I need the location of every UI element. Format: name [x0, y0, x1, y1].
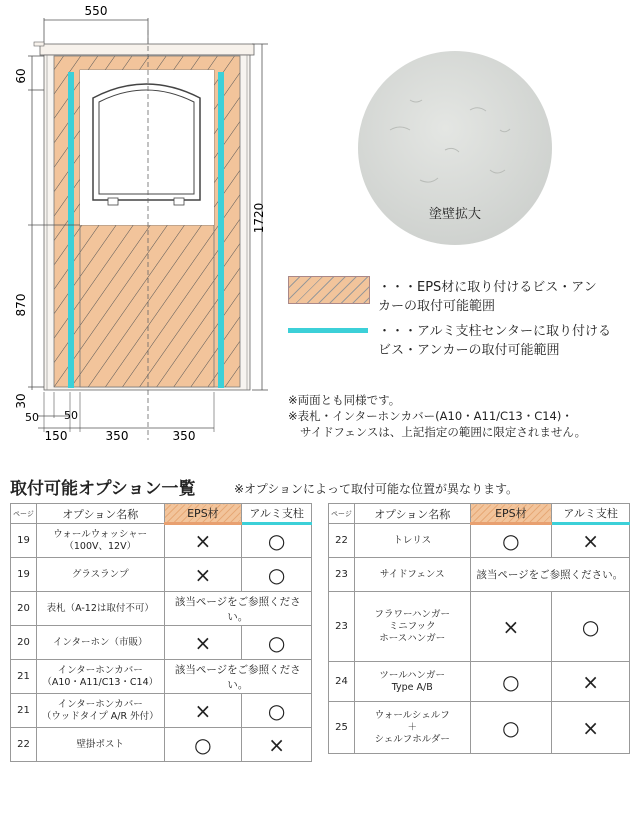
dim-side-b: 50: [64, 409, 78, 422]
table-row: 22 トレリス ○ ×: [329, 524, 630, 558]
dim-col-2: 350: [105, 429, 129, 443]
table-row: 20 インターホン（市販） × ○: [11, 626, 312, 660]
texture-label: 塗壁拡大: [428, 207, 482, 222]
legend-aluminum-text: ・・・アルミ支柱センターに取り付ける ビス・アンカーの取付可能範囲: [378, 324, 611, 358]
header-eps: EPS材: [470, 504, 552, 524]
options-table-left: [10, 503, 312, 762]
legend-aluminum-swatch: [288, 328, 368, 333]
legend-eps-swatch: [288, 276, 370, 304]
table-row: 19 ウォールウォッシャー （100V、12V） × ○: [11, 524, 312, 558]
dim-bottom-margin: 30: [14, 393, 28, 409]
dim-col-1: 150: [44, 429, 68, 443]
legend-eps-text: ・・・EPS材に取り付けるビス・アン カーの取付可能範囲: [378, 280, 597, 314]
header-aluminum: アルミ支柱: [552, 504, 630, 524]
header-aluminum: アルミ支柱: [242, 504, 312, 524]
header-eps: EPS材: [164, 504, 242, 524]
table-row: 21 インターホンカバー （ウッドタイプ A/R 外付） × ○: [11, 694, 312, 728]
options-table-right: [328, 503, 630, 754]
dim-top-width: 550: [84, 4, 108, 18]
options-title: 取付可能オプション一覧: [10, 479, 196, 499]
header-name: オプション名称: [36, 504, 164, 524]
header-page: ページ: [329, 504, 355, 524]
dim-side-a: 50: [25, 411, 39, 424]
dim-height-total: 1720: [252, 202, 266, 234]
wall-elevation-diagram: [0, 0, 300, 450]
table-row: 23 フラワーハンガー ミニフック ホースハンガー × ○: [329, 592, 630, 662]
table-row: 21 インターホンカバー （A10・A11/C13・C14） 該当ページをご参照ください。: [11, 660, 312, 694]
table-row: 22 壁掛ポスト ○ ×: [11, 728, 312, 762]
table-row: 23 サイドフェンス 該当ページをご参照ください。: [329, 558, 630, 592]
dim-col-3: 350: [172, 429, 196, 443]
table-row: 25 ウォールシェルフ ＋ シェルフホルダー ○ ×: [329, 702, 630, 754]
wall-cap: [40, 44, 254, 55]
dim-lower-height: 870: [14, 293, 28, 317]
header-name: オプション名称: [354, 504, 470, 524]
table-row: 24 ツールハンガー Type A/B ○ ×: [329, 662, 630, 702]
eps-lower-panel: [80, 225, 214, 387]
table-row: 19 グラスランプ × ○: [11, 558, 312, 592]
aluminum-post-left: [68, 72, 74, 388]
plaster-texture-circle: [350, 50, 560, 250]
diagram-notes: ※両面とも同様です。 ※表札・インターホンカバー(A10・A11/C13・C14)・ サイドフェンスは、上記指定の範囲に限定されません。: [288, 393, 587, 439]
header-page: ページ: [11, 504, 37, 524]
aluminum-post-right: [218, 72, 224, 388]
table-row: 20 表札（A-12は取付不可） 該当ページをご参照ください。: [11, 592, 312, 626]
options-subtitle: ※オプションによって取付可能な位置が異なります。: [234, 482, 519, 496]
dim-top-margin: 60: [14, 68, 28, 84]
